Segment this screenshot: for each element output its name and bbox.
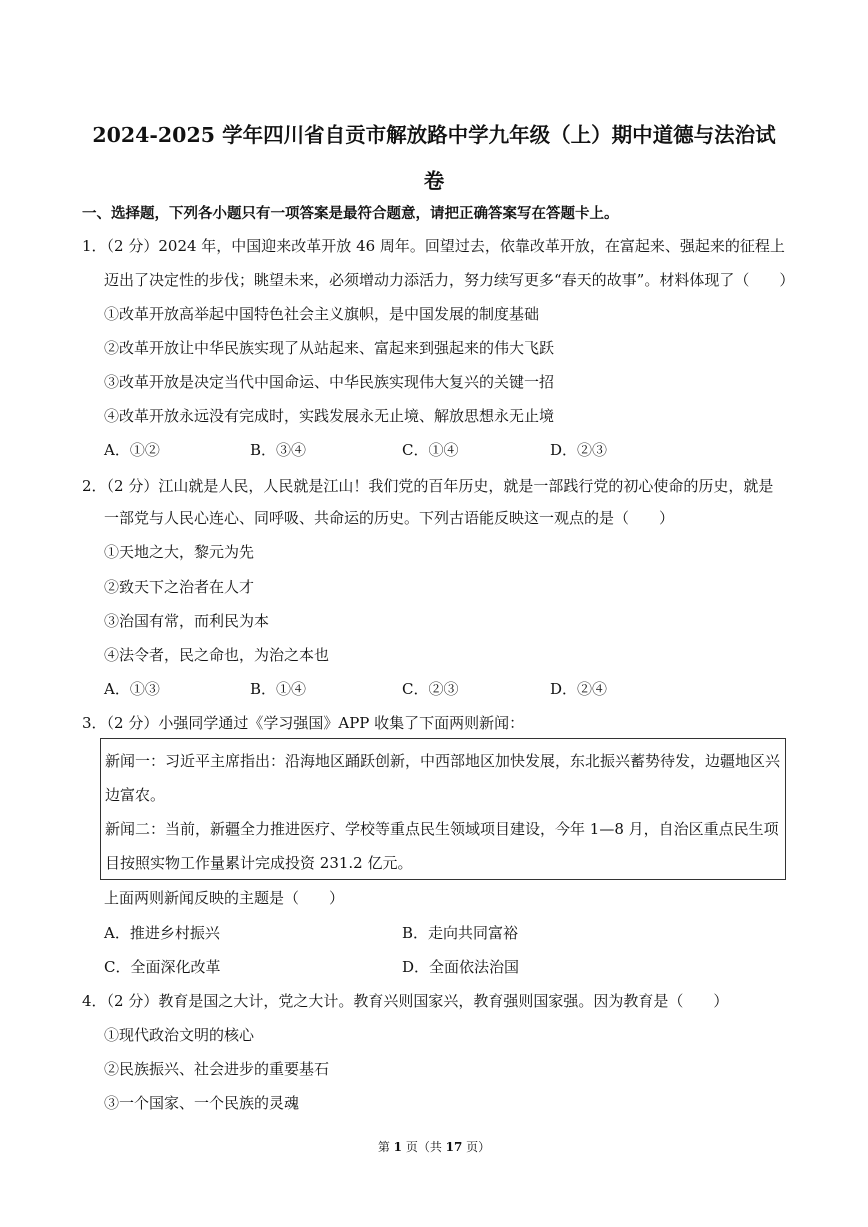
q3-option-d: D．全面依法治国 bbox=[402, 958, 520, 976]
news-line-2: 边富农。 bbox=[105, 786, 166, 804]
footer-prefix: 第 bbox=[377, 1140, 394, 1154]
q2-stem-line-1: 2．（2 分）江山就是人民，人民就是江山！我们党的百年历史，就是一部践行党的初心使命的历史，就是 bbox=[82, 477, 774, 495]
news-box bbox=[100, 738, 786, 880]
q3-follow-up: 上面两则新闻反映的主题是（ ） bbox=[104, 889, 345, 907]
q1-statement-3: ③改革开放是决定当代中国命运、中华民族实现伟大复兴的关键一招 bbox=[104, 373, 555, 391]
q1-option-b: B．③④ bbox=[250, 441, 307, 459]
title-line-1: 2024-2025 学年四川省自贡市解放路中学九年级（上）期中道德与法治试 bbox=[92, 123, 776, 147]
q1-option-a: A．①② bbox=[104, 441, 160, 459]
q4-stem-line-1: 4．（2 分）教育是国之大计，党之大计。教育兴则国家兴，教育强则国家强。因为教育是（ ） bbox=[82, 992, 729, 1010]
q3-option-b: B．走向共同富裕 bbox=[402, 924, 519, 942]
q4-statement-1: ①现代政治文明的核心 bbox=[104, 1026, 255, 1044]
news-line-4: 目按照实物工作量累计完成投资 231.2 亿元。 bbox=[105, 854, 413, 872]
q2-stem-line-2: 一部党与人民心连心、同呼吸、共命运的历史。下列古语能反映这一观点的是（ ） bbox=[104, 509, 675, 527]
section-heading: 一、选择题，下列各小题只有一项答案是最符合题意，请把正确答案写在答题卡上。 bbox=[82, 205, 619, 222]
q2-option-c: C．②③ bbox=[402, 680, 459, 698]
document-title bbox=[60, 112, 808, 204]
q1-option-c: C．①④ bbox=[402, 441, 459, 459]
q3-option-a: A．推进乡村振兴 bbox=[104, 924, 220, 942]
q1-stem-line-1: 1．（2 分）2024 年，中国迎来改革开放 46 周年。回望过去，依靠改革开放，在富起来、强起来的征程上 bbox=[82, 237, 785, 255]
q3-option-c: C．全面深化改革 bbox=[104, 958, 221, 976]
q2-statement-3: ③治国有常，而利民为本 bbox=[104, 612, 270, 630]
news-line-1: 新闻一：习近平主席指出：沿海地区踊跃创新，中西部地区加快发展，东北振兴蓄势待发，边疆地区兴 bbox=[105, 752, 781, 770]
q2-statement-1: ①天地之大，黎元为先 bbox=[104, 543, 255, 561]
q1-statement-1: ①改革开放高举起中国特色社会主义旗帜，是中国发展的制度基础 bbox=[104, 305, 540, 323]
q2-statement-2: ②致天下之治者在人才 bbox=[104, 578, 255, 596]
footer-total-pages: 17 bbox=[445, 1140, 463, 1154]
q2-option-d: D．②④ bbox=[550, 680, 608, 698]
q1-option-d: D．②③ bbox=[550, 441, 608, 459]
footer-suffix: 页） bbox=[462, 1140, 491, 1154]
q2-option-a: A．①③ bbox=[104, 680, 160, 698]
q4-statement-2: ②民族振兴、社会进步的重要基石 bbox=[104, 1060, 330, 1078]
news-line-3: 新闻二：当前，新疆全力推进医疗、学校等重点民生领域项目建设，今年 1—8 月，自治区重点民生项 bbox=[105, 820, 779, 838]
q4-statement-3: ③一个国家、一个民族的灵魂 bbox=[104, 1094, 300, 1112]
q1-stem-line-2: 迈出了决定性的步伐；眺望未来，必须增动力添活力，努力续写更多“春天的故事”。材料体现了（ ） bbox=[104, 271, 795, 289]
footer-page-number: 1 bbox=[393, 1140, 402, 1154]
q2-statement-4: ④法令者，民之命也，为治之本也 bbox=[104, 646, 330, 664]
q1-statement-4: ④改革开放永远没有完成时，实践发展永无止境、解放思想永无止境 bbox=[104, 407, 555, 425]
footer-middle: 页（共 bbox=[402, 1140, 446, 1154]
title-line-2: 卷 bbox=[423, 169, 445, 193]
q2-option-b: B．①④ bbox=[250, 680, 307, 698]
page-footer bbox=[0, 1138, 868, 1155]
q3-stem-line-1: 3．（2 分）小强同学通过《学习强国》APP 收集了下面两则新闻： bbox=[82, 714, 525, 732]
q1-statement-2: ②改革开放让中华民族实现了从站起来、富起来到强起来的伟大飞跃 bbox=[104, 339, 555, 357]
